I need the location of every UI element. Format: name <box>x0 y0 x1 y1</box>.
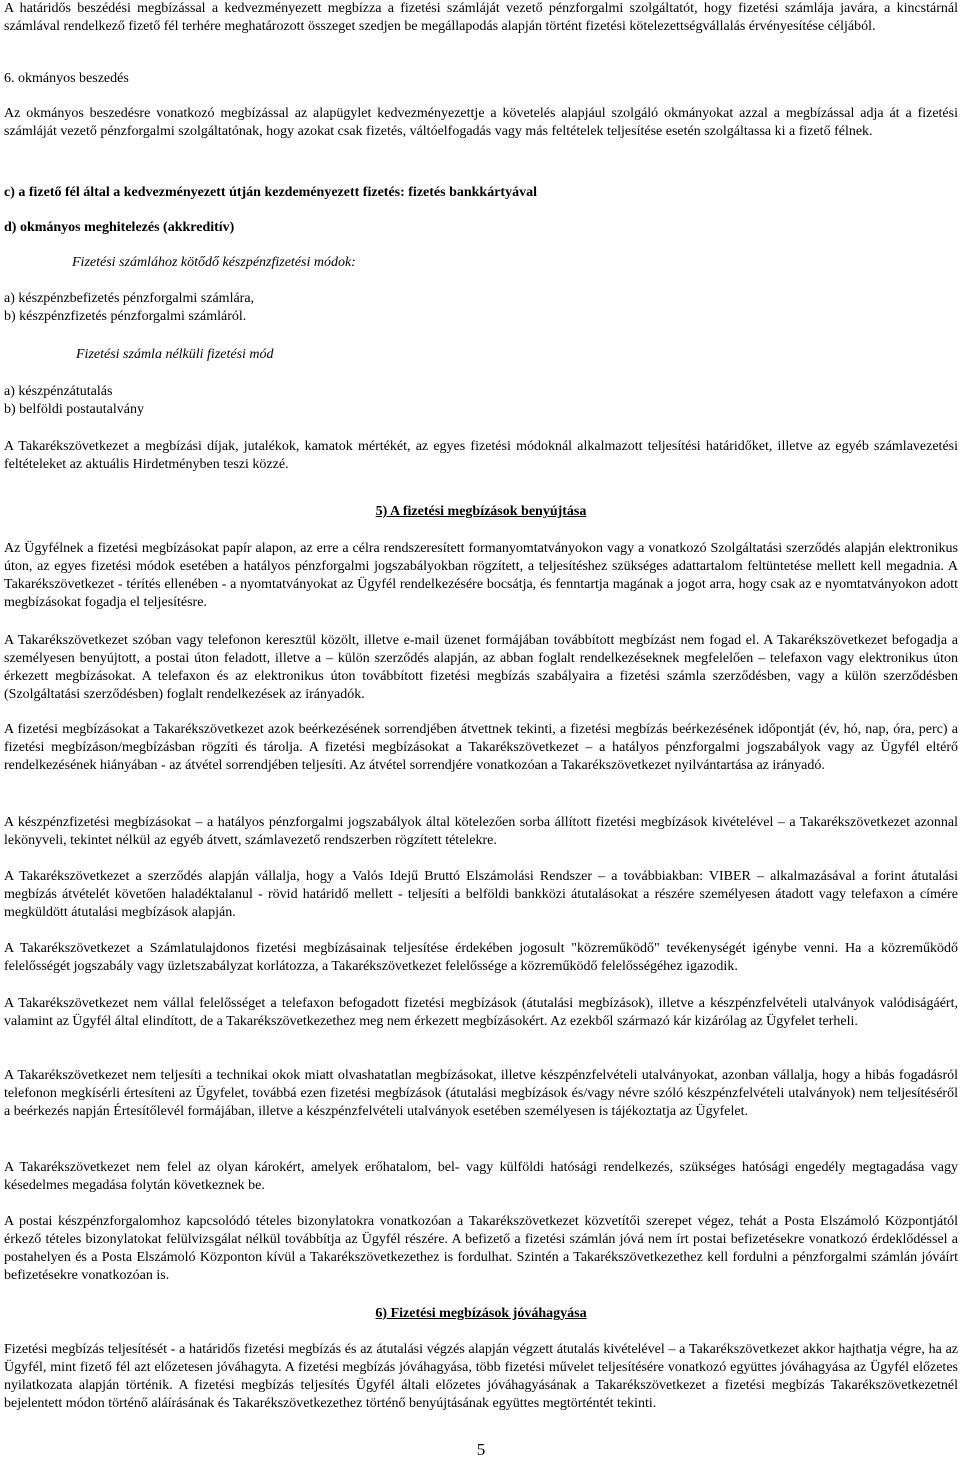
section-5-paragraph-6: A Takarékszövetkezet a Számlatulajdonos fizetési megbízásainak teljesítése érdekében jogosult "közreműködő" tevékenységét igénybe venni. Ha a közreműködő felelősségét jogszabály vagy üzletszabályzat korlátozza, a Takarékszövetkezet felelőssége a közreműködő felelősségéhez igazodik. <box>4 941 958 974</box>
item-c-line: c) a fizető fél által a kedvezményezett útján kezdeményezett fizetés: fizetés bankkártyával <box>4 185 537 200</box>
cash-method-a: a) készpénzbefizetés pénzforgalmi számlára, <box>4 291 255 306</box>
cash-method-b: b) készpénzfizetés pénzforgalmi számláról. <box>4 309 247 324</box>
cash-methods-title: Fizetési számlához kötődő készpénzfizetési módok: <box>72 255 356 270</box>
section-5-paragraph-10: A postai készpénzforgalomhoz kapcsolódó tételes bizonylatokra vonatkozóan a Takarékszövetkezet közvetítői szerepet végez, tehát a Posta Elszámoló Központjától érkező tételes bizonylatokat felülvizsgálat nélkül továbbítja az Ügyfél részére. A befizető a fizetési számlán jóvá nem írt postai befizetésekre vonatkozó érdeklődéssel a postahelyen és a Posta Elszámoló Központon kívül a Takarékszövetkezethez is fordulhat. Szintén a Takarékszövetkezethez kell fordulni a pénzforgalmi számlán jóváírt befizetésekre vonatkozóan is. <box>4 1214 958 1283</box>
section-6-approval-paragraph: Fizetési megbízás teljesítését - a határidős fizetési megbízás és az átutalási végzés alapján végzett átutalás kivételével – a Takarékszövetkezet akkor hajthatja végre, ha az Ügyfél, mint fizető fél azt előzetesen jóváhagyta. A fizetési megbízás jóváhagyása, több fizetési művelet teljesítésére vonatkozó együttes jóváhagyása az Ügyfél előzetes nyilatkozata alapján történik. A fizetési megbízás teljesítés Ügyfél általi előzetes jóváhagyásának a Takarékszövetkezet a fizetési megbízás Takarékszövetkezetnél bejelentett módon történő aláírásának és Takarékszövetkezethez történő benyújtásának együttes megtörténtét tekinti. <box>4 1342 958 1411</box>
no-account-title: Fizetési számla nélküli fizetési mód <box>76 347 274 362</box>
no-account-a: a) készpénzátutalás <box>4 384 113 399</box>
section-5-paragraph-3: A fizetési megbízásokat a Takarékszövetkezet azok beérkezésének sorrendjében átvettnek tekinti, a fizetési megbízás beérkezésének időpontját (év, hó, nap, óra, perc) a fizetési megbízáson/megbízásban rögzíti és tárolja. A fizetési megbízásokat a Takarékszövetkezet – a hatályos pénzforgalmi jogszabályok vagy az Ügyfél eltérő rendelkezésének hiányában - az átvétel sorrendjében teljesíti. Az átvétel sorrendjére vonatkozóan a Takarékszövetkezet nyilvántartása az irányadó. <box>4 722 958 773</box>
section-6-paragraph: Az okmányos beszedésre vonatkozó megbízással az alapügylet kedvezményezettje a követelés alapjául szolgáló okmányokat azzal a megbízással adja át a fizetési számláját vezető pénzforgalmi szolgáltatónak, hogy azokat csak fizetés, váltóelfogadás vagy más feltételek teljesítése esetén szolgáltassa ki a fizető félnek. <box>4 106 958 139</box>
heading-section-6: 6) Fizetési megbízások jóváhagyása <box>375 1306 587 1321</box>
page-number: 5 <box>476 1440 486 1459</box>
item-d-line: d) okmányos meghitelezés (akkreditív) <box>4 220 235 235</box>
section-5-paragraph-9: A Takarékszövetkezet nem felel az olyan károkért, amelyek erőhatalom, bel- vagy külföldi hatósági rendelkezés, szükséges hatósági engedély megtagadása vagy késedelmes megadása folytán következnek be. <box>4 1160 958 1193</box>
no-account-b: b) belföldi postautalvány <box>4 402 144 417</box>
heading-section-5: 5) A fizetési megbízások benyújtása <box>375 504 587 519</box>
fees-paragraph: A Takarékszövetkezet a megbízási díjak, jutalékok, kamatok mértékét, az egyes fizetési módoknál alkalmazott teljesítési határidőket, illetve az egyéb számlavezetési feltételeket az aktuális Hirdetményben teszi közzé. <box>4 439 958 472</box>
intro-paragraph: A határidős beszédési megbízással a kedvezményezett megbízza a fizetési számláját vezető pénzforgalmi szolgáltatót, hogy fizetési számlája javára, a kincstárnál számlával rendelkező fizető fél terhére meghatározott összeget szedjen be megállapodás alapján történt fizetési kötelezettségvállalás érvényesítése céljából. <box>4 1 958 34</box>
section-5-paragraph-5: A Takarékszövetkezet a szerződés alapján vállalja, hogy a Valós Idejű Bruttó Elszámolási Rendszer – a továbbiakban: VIBER – alkalmazásával a forint átutalási megbízás átvételét követően haladéktalanul - rövid határidő mellett - teljesíti a belföldi bankközi átutalásokat a részére személyesen átadott vagy telefaxon a címére megküldött átutalási megbízások alapján. <box>4 869 958 920</box>
section-5-paragraph-7: A Takarékszövetkezet nem vállal felelősséget a telefaxon befogadott fizetési megbízások (átutalási megbízások), illetve a készpénzfelvételi utalványok valódiságáért, valamint az Ügyfél által elindított, de a Takarékszövetkezethez meg nem érkezett megbízásokért. Az ezekből származó kár kizárólag az Ügyfelet terheli. <box>4 996 958 1029</box>
section-5-paragraph-8: A Takarékszövetkezet nem teljesíti a technikai okok miatt olvashatatlan megbízásokat, illetve készpénzfelvételi utalványokat, azonban vállalja, hogy a hibás fogadásról telefonon megkísérli értesíteni az Ügyfelet, továbbá ezen fizetési megbízások (átutalási megbízások és/vagy névre szóló készpénzfelvételi utalványok) nem teljesítéséről a beérkezés napján Értesítőlevél formájában, illetve a készpénzfelvételi utalványok esetében személyesen is tájékoztatja az Ügyfelet. <box>4 1068 958 1119</box>
section-5-paragraph-2: A Takarékszövetkezet szóban vagy telefonon keresztül közölt, illetve e-mail üzenet formájában továbbított megbízást nem fogad el. A Takarékszövetkezet befogadja a személyesen benyújtott, a postai úton feladott, illetve a – külön szerződés alapján, az abban foglalt rendelkezéseknek megfelelően – telefaxon vagy elektronikus úton érkezett megbízásokat. A telefaxon és az elektronikus úton továbbított fizetési megbízás szabályaira a fizetési számla szerződésben, vagy a külön szerződésben (Szolgáltatási szerződésben) foglalt rendelkezések az irányadók. <box>4 633 958 702</box>
section-5-paragraph-1: Az Ügyfélnek a fizetési megbízásokat papír alapon, az erre a célra rendszeresített formanyomtatványokon vagy a vonatkozó Szolgáltatási szerződés alapján elektronikus úton, az egyes fizetési módok esetében a hatályos pénzforgalmi jogszabályokban rögzített, a teljesítéshez szükséges adattartalom feltüntetése mellett kell megadnia. A Takarékszövetkezet - térítés ellenében - a nyomtatványokat az Ügyfél rendelkezésére bocsátja, és fenntartja magának a jogot arra, hogy csak az e nyomtatványokon adott megbízásokat fogadja el teljesítésre. <box>4 541 958 610</box>
section-5-paragraph-4: A készpénzfizetési megbízásokat – a hatályos pénzforgalmi jogszabályok által kötelezően sorba állított fizetési megbízások kivételével – a Takarékszövetkezet azonnal lekönyveli, tekintet nélkül az egyéb átvett, számlavezető rendszerben rögzített tételekre. <box>4 815 958 848</box>
section-6-title: 6. okmányos beszedés <box>4 71 129 86</box>
